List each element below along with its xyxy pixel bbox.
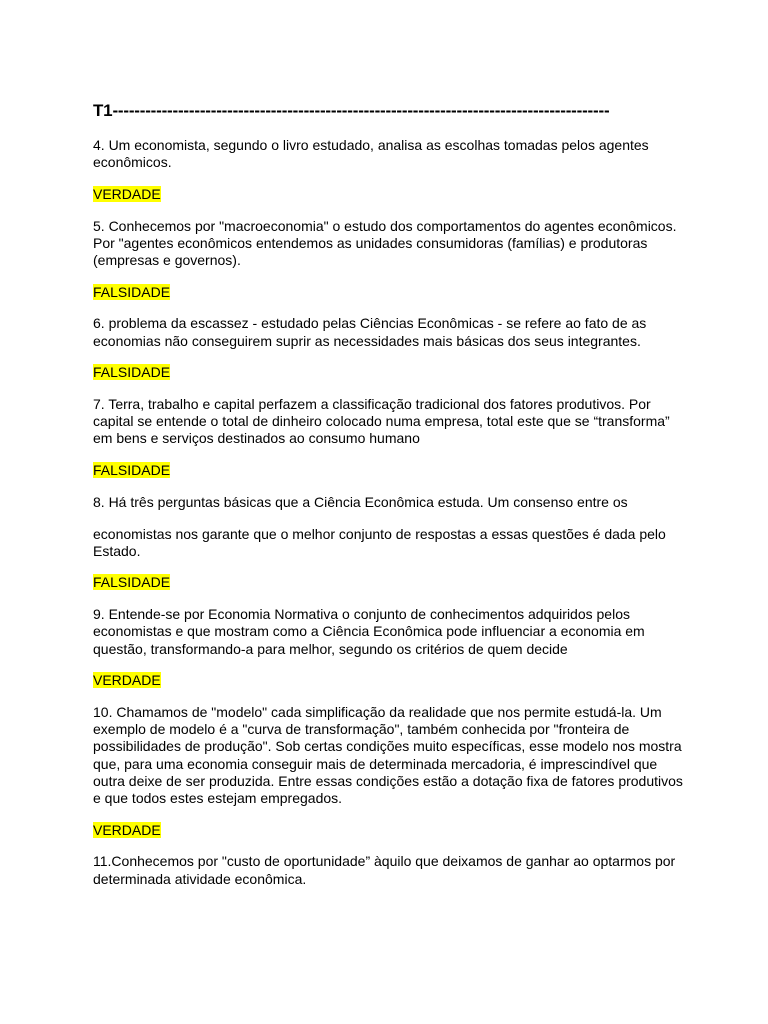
question-4: 4. Um economista, segundo o livro estudado, analisa as escolhas tomadas pelos agentes econômicos.	[93, 137, 649, 171]
document-page	[93, 100, 683, 902]
answer-highlight: FALSIDADE	[93, 283, 171, 300]
answer-highlight: FALSIDADE	[93, 462, 171, 479]
question-8-continued: economistas nos garante que o melhor conjunto de respostas a essas questões é dada pelo Estado.	[93, 525, 666, 559]
question-10: 10. Chamamos de "modelo" cada simplificação da realidade que nos permite estudá-la. Um exemplo de modelo é a "curva de transformação", também conhecida por "fronteira de possibilidades de produção". Sob certas condições muito específicas, esse modelo nos mostra que, para uma economia conseguir mais de determinada mercadoria, é imprescindível que outra deixe de ser produzida. Entre essas condições estão a dotação fixa de fatores produtivos e que todos estes estejam empregados.	[93, 703, 683, 806]
answer-4	[93, 186, 683, 203]
answer-6	[93, 364, 683, 381]
answer-5	[93, 284, 683, 301]
answer-8	[93, 574, 683, 591]
question-11: 11.Conhecemos por "custo de oportunidade” àquilo que deixamos de ganhar ao optarmos por determinada atividade econômica.	[93, 853, 676, 887]
answer-7	[93, 462, 683, 479]
answer-highlight: FALSIDADE	[93, 574, 171, 591]
answer-highlight: VERDADE	[93, 672, 161, 689]
question-8: 8. Há três perguntas básicas que a Ciência Econômica estuda. Um consenso entre os	[93, 493, 628, 510]
answer-9	[93, 672, 683, 689]
question-9: 9. Entende-se por Economia Normativa o conjunto de conhecimentos adquiridos pelos economistas e que mostram como a Ciência Econômica pode influenciar a economia em questão, transformando-a para melhor, segundo os critérios de quem decide	[93, 606, 645, 657]
question-5: 5. Conhecemos por "macroeconomia" o estudo dos comportamentos do agentes econômicos. Por "agentes econômicos entendemos as unidades consumidoras (famílias) e produtoras (empresas e governos).	[93, 217, 677, 269]
answer-10	[93, 822, 683, 839]
question-6: 6. problema da escassez - estudado pelas Ciências Econômicas - se refere ao fato de as economias não conseguirem suprir as necessidades mais básicas dos seus integrantes.	[93, 315, 647, 349]
section-heading: T1-------------------------------------------------------------------------------------------	[93, 101, 610, 120]
answer-highlight: VERDADE	[93, 185, 161, 202]
question-7: 7. Terra, trabalho e capital perfazem a classificação tradicional dos fatores produtivos. Por capital se entende o total de dinheiro colocado numa empresa, total este que se “transforma” em bens e serviços destinados ao consumo humano	[93, 396, 670, 447]
answer-highlight: VERDADE	[93, 821, 161, 838]
answer-highlight: FALSIDADE	[93, 364, 171, 381]
